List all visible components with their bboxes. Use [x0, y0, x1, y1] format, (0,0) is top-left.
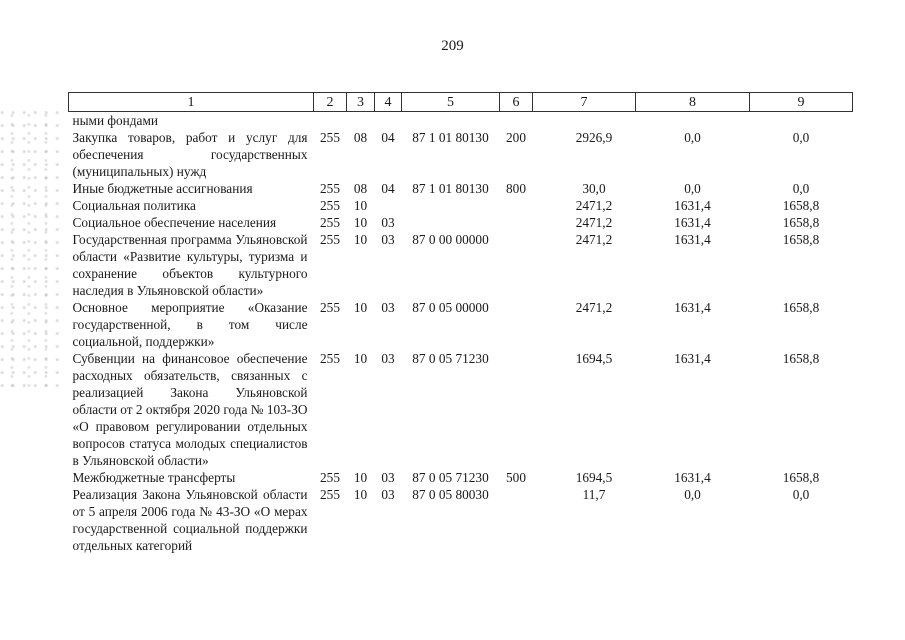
expense-type-cell: 200 — [506, 130, 526, 145]
budget-admin-code-cell: 255 — [320, 300, 340, 315]
amount-2021-cell — [533, 112, 636, 130]
amount-2021-cell: 2471,2 — [575, 232, 613, 247]
amount-2021-cell: 1694,5 — [575, 470, 613, 485]
target-article-cell: 87 0 00 00000 — [412, 232, 489, 247]
target-article-cell: 87 0 05 00000 — [412, 300, 489, 315]
amount-2022-cell: 0,0 — [684, 487, 701, 502]
budget-admin-code-cell: 255 — [320, 232, 340, 247]
table-row — [69, 350, 853, 469]
target-article-cell: 87 0 05 71230 — [412, 470, 489, 485]
section-code-cell: 10 — [353, 215, 368, 230]
amount-2023-cell: 1658,8 — [782, 215, 820, 230]
expense-type-cell: 800 — [506, 181, 526, 196]
column-header: 4 — [375, 93, 402, 112]
row-name-cell: Реализация Закона Ульяновской области от 5 апреля 2006 года № 43-ЗО «О мерах государственной социальной поддержки отдельных категорий — [72, 487, 308, 553]
expense-type-cell — [500, 197, 533, 214]
amount-2023-cell: 1658,8 — [782, 351, 820, 366]
row-name-cell: Основное мероприятие «Оказание государственной, в том числе социальной, поддержки» — [72, 300, 308, 349]
subsection-code-cell: 03 — [381, 232, 395, 247]
budget-admin-code-cell: 255 — [320, 487, 340, 502]
amount-2023-cell: 1658,8 — [782, 470, 820, 485]
expense-type-cell — [500, 486, 533, 554]
table-row — [69, 214, 853, 231]
target-article-cell: 87 0 05 71230 — [412, 351, 489, 366]
amount-2021-cell: 2926,9 — [575, 130, 613, 145]
amount-2021-cell: 30,0 — [582, 181, 606, 196]
amount-2022-cell: 1631,4 — [674, 300, 711, 315]
budget-admin-code-cell: 255 — [320, 130, 340, 145]
column-header: 5 — [402, 93, 500, 112]
expense-type-cell — [500, 214, 533, 231]
amount-2022-cell: 1631,4 — [674, 470, 711, 485]
amount-2022-cell: 0,0 — [684, 181, 701, 196]
section-code-cell: 10 — [353, 487, 368, 502]
amount-2023-cell: 1658,8 — [782, 300, 820, 315]
table-row — [69, 469, 853, 486]
amount-2021-cell: 11,7 — [582, 487, 606, 502]
budget-admin-code-cell: 255 — [320, 351, 340, 366]
table-row — [69, 486, 853, 554]
section-code-cell — [347, 112, 375, 130]
budget-admin-code-cell: 255 — [320, 181, 340, 196]
subsection-code-cell: 03 — [381, 470, 395, 485]
budget-admin-code-cell — [314, 112, 347, 130]
target-article-cell: 87 1 01 80130 — [412, 130, 489, 145]
target-article-cell: 87 1 01 80130 — [412, 181, 489, 196]
amount-2022-cell: 1631,4 — [674, 232, 711, 247]
column-header: 7 — [533, 93, 636, 112]
section-code-cell: 10 — [353, 351, 368, 366]
target-article-cell — [402, 214, 500, 231]
subsection-code-cell: 03 — [381, 300, 395, 315]
page-number: 209 — [441, 38, 464, 54]
row-name-cell: Субвенции на финансовое обеспечение расходных обязательств, связанных с реализацией Закона Ульяновской области от 2 октября 2020 года № 103-ЗО «О правовом регулировании отдельных вопросов статуса молодых специалистов в Ульяновской области» — [72, 351, 308, 468]
subsection-code-cell: 04 — [381, 130, 395, 145]
row-name-cell: Межбюджетные трансферты — [72, 470, 236, 485]
target-article-cell — [402, 197, 500, 214]
amount-2023-cell: 0,0 — [792, 130, 810, 145]
amount-2023-cell: 0,0 — [792, 181, 810, 196]
amount-2022-cell: 0,0 — [684, 130, 701, 145]
amount-2023-cell: 1658,8 — [782, 198, 820, 213]
table-row — [69, 197, 853, 214]
row-name-cell: Иные бюджетные ассигнования — [72, 181, 253, 196]
amount-2022-cell: 1631,4 — [674, 351, 711, 366]
column-header: 6 — [500, 93, 533, 112]
amount-2022-cell: 1631,4 — [674, 198, 711, 213]
column-header: 2 — [314, 93, 347, 112]
column-header: 3 — [347, 93, 375, 112]
row-name-cell: ными фондами — [72, 113, 158, 128]
expense-type-cell — [500, 231, 533, 299]
section-code-cell: 08 — [353, 181, 368, 196]
expense-type-cell — [500, 299, 533, 350]
amount-2021-cell: 1694,5 — [575, 351, 613, 366]
budget-admin-code-cell: 255 — [320, 215, 340, 230]
section-code-cell: 10 — [353, 470, 368, 485]
budget-admin-code-cell: 255 — [320, 198, 340, 213]
table-row — [69, 180, 853, 197]
table-row — [69, 129, 853, 180]
row-name-cell: Закупка товаров, работ и услуг для обеспечения государственных (муниципальных) нужд — [72, 130, 308, 179]
target-article-cell — [402, 112, 500, 130]
subsection-code-cell — [375, 197, 402, 214]
row-name-cell: Социальное обеспечение населения — [72, 215, 277, 230]
section-code-cell: 10 — [353, 300, 368, 315]
column-header: 1 — [69, 93, 314, 112]
column-header: 9 — [750, 93, 853, 112]
amount-2023-cell — [750, 112, 853, 130]
table-row — [69, 299, 853, 350]
section-code-cell: 08 — [353, 130, 368, 145]
row-name-cell: Социальная политика — [72, 198, 196, 213]
row-name-cell: Государственная программа Ульяновской области «Развитие культуры, туризма и сохранение объектов культурного наследия в Ульяновской области» — [72, 232, 308, 298]
table-row — [69, 231, 853, 299]
section-code-cell: 10 — [353, 198, 368, 213]
amount-2023-cell: 0,0 — [792, 487, 810, 502]
column-header: 8 — [636, 93, 750, 112]
target-article-cell: 87 0 05 80030 — [412, 487, 489, 502]
amount-2021-cell: 2471,2 — [575, 215, 613, 230]
table-row — [69, 112, 853, 130]
expense-type-cell — [500, 112, 533, 130]
subsection-code-cell: 03 — [381, 215, 395, 230]
amount-2021-cell: 2471,2 — [575, 198, 613, 213]
expense-type-cell: 500 — [506, 470, 526, 485]
budget-admin-code-cell: 255 — [320, 470, 340, 485]
amount-2022-cell — [636, 112, 750, 130]
subsection-code-cell: 03 — [381, 487, 395, 502]
budget-table — [68, 92, 853, 554]
amount-2022-cell: 1631,4 — [674, 215, 711, 230]
subsection-code-cell — [375, 112, 402, 130]
subsection-code-cell: 04 — [381, 181, 395, 196]
section-code-cell: 10 — [353, 232, 368, 247]
amount-2021-cell: 2471,2 — [575, 300, 613, 315]
amount-2023-cell: 1658,8 — [782, 232, 820, 247]
expense-type-cell — [500, 350, 533, 469]
scan-artifact — [0, 110, 60, 390]
subsection-code-cell: 03 — [381, 351, 395, 366]
table-header-row — [69, 93, 853, 112]
